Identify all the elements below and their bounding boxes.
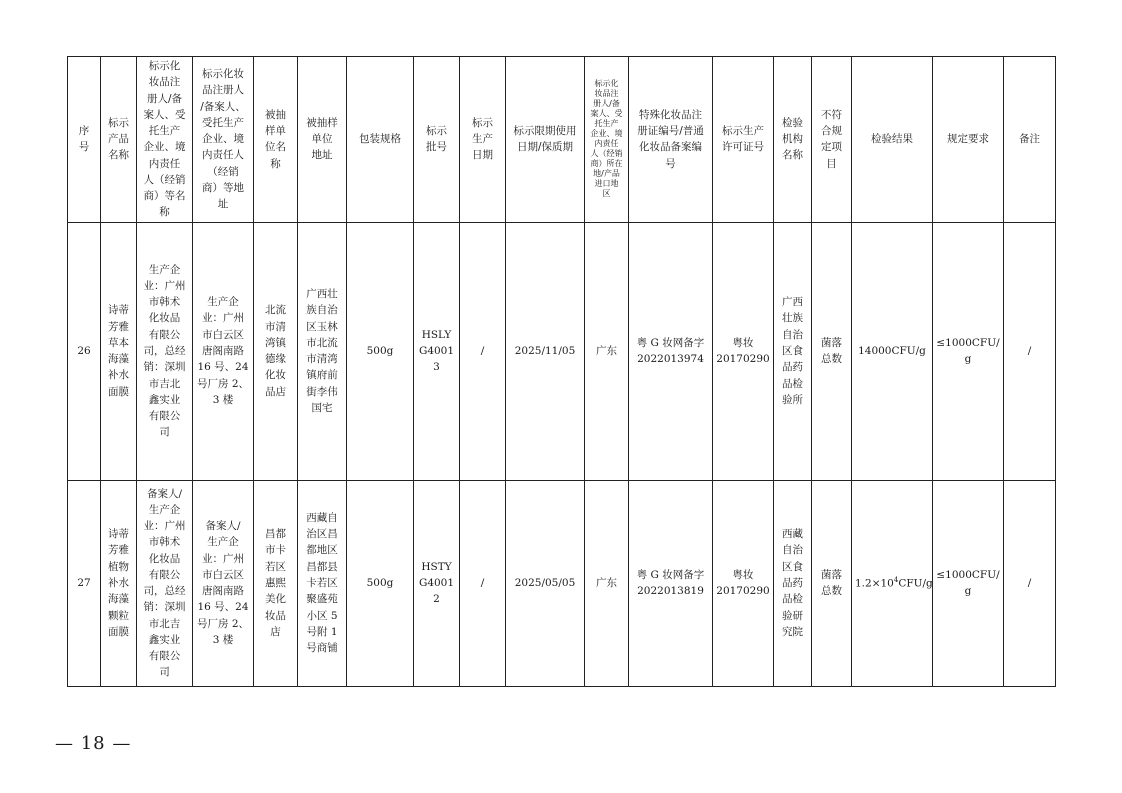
header-cell: 标示 批号 bbox=[414, 57, 460, 223]
table-cell: 生产企 业：广州 市韩术 化妆品 有限公 司，总经 销：深圳 市吉北 鑫实业 有限公 司 bbox=[137, 222, 193, 480]
result-exponent: 4 bbox=[893, 575, 899, 584]
table-cell: 备案人/ 生产企 业：广州 市韩术 化妆品 有限公 司，总经 销：深圳 市北吉 鑫实业 有限公 司 bbox=[137, 480, 193, 686]
table-cell: 菌落 总数 bbox=[812, 480, 852, 686]
header-cell: 被抽样 单位 地址 bbox=[298, 57, 347, 223]
table-cell: 备案人/ 生产企 业：广州 市白云区 唐阁南路 16 号、24 号厂房 2、 3 楼 bbox=[193, 480, 254, 686]
header-cell: 标示化 妆品注 册人/备 案人、受 托生产 企业、境 内责任 人（经销 商）所在 地/产品 进口地 区 bbox=[585, 57, 629, 223]
table-cell: 14000CFU/g bbox=[852, 222, 933, 480]
header-cell: 标示化 妆品注 册人/备 案人、受 托生产 企业、境 内责任 人（经销 商）等名 称 bbox=[137, 57, 193, 223]
table-cell: 粤 G 妆网备字 2022013819 bbox=[629, 480, 713, 686]
table-cell: 500g bbox=[347, 480, 414, 686]
table-row bbox=[68, 480, 1056, 686]
table-cell: 广西 壮族 自治 区食 品药 品检 验所 bbox=[774, 222, 812, 480]
table-cell: 广西壮 族自治 区玉林 市北流 市清湾 镇府前 街李伟 国宅 bbox=[298, 222, 347, 480]
inspection-results-table bbox=[67, 56, 1056, 687]
table-cell: 西藏自 治区昌 都地区 昌都县 卡若区 聚盛苑 小区 5 号附 1 号商铺 bbox=[298, 480, 347, 686]
table-cell: ≤1000CFU/g bbox=[933, 480, 1004, 686]
table-cell: / bbox=[1004, 222, 1056, 480]
table-cell: 诗蒂 芳雅 植物 补水 海藻 颗粒 面膜 bbox=[101, 480, 137, 686]
table-cell: 粤妆 20170290 bbox=[713, 222, 774, 480]
table-cell: 广东 bbox=[585, 480, 629, 686]
table-cell: 26 bbox=[68, 222, 101, 480]
header-cell: 标示化妆 品注册人 /备案人、 受托生产 企业、境 内责任人 （经销 商）等地 址 bbox=[193, 57, 254, 223]
table-cell: 昌都 市卡 若区 惠熙 美化 妆品 店 bbox=[254, 480, 298, 686]
table-cell: 27 bbox=[68, 480, 101, 686]
header-cell: 序 号 bbox=[68, 57, 101, 223]
table-cell: 西藏 自治 区食 品药 品检 验研 究院 bbox=[774, 480, 812, 686]
result-base: 1.2×10 bbox=[855, 577, 894, 590]
table-cell: 粤妆 20170290 bbox=[713, 480, 774, 686]
table-cell: 菌落 总数 bbox=[812, 222, 852, 480]
page-number: — 18 — bbox=[55, 733, 132, 754]
table-cell: / bbox=[460, 480, 506, 686]
table-cell: 2025/05/05 bbox=[506, 480, 585, 686]
header-cell: 检验结果 bbox=[852, 57, 933, 223]
table-cell: ≤1000CFU/g bbox=[933, 222, 1004, 480]
table-header-row bbox=[68, 57, 1056, 223]
header-cell: 检验 机构 名称 bbox=[774, 57, 812, 223]
table-cell: 生产企 业：广州 市白云区 唐阁南路 16 号、24 号厂房 2、 3 楼 bbox=[193, 222, 254, 480]
table-row bbox=[68, 222, 1056, 480]
header-cell: 标示生产 许可证号 bbox=[713, 57, 774, 223]
header-cell: 标示 产品 名称 bbox=[101, 57, 137, 223]
table-cell: / bbox=[460, 222, 506, 480]
header-cell: 特殊化妆品注 册证编号/普通 化妆品备案编 号 bbox=[629, 57, 713, 223]
header-cell: 规定要求 bbox=[933, 57, 1004, 223]
table-cell: 广东 bbox=[585, 222, 629, 480]
table-cell: 500g bbox=[347, 222, 414, 480]
table-cell: 2025/11/05 bbox=[506, 222, 585, 480]
header-cell: 标示 生产 日期 bbox=[460, 57, 506, 223]
header-cell: 备注 bbox=[1004, 57, 1056, 223]
table-cell: 粤 G 妆网备字 2022013974 bbox=[629, 222, 713, 480]
table-cell: 诗蒂 芳雅 草本 海藻 补水 面膜 bbox=[101, 222, 137, 480]
table-cell: HSLY G4001 3 bbox=[414, 222, 460, 480]
header-cell: 标示限期使用 日期/保质期 bbox=[506, 57, 585, 223]
table-cell bbox=[852, 480, 933, 686]
table-cell: / bbox=[1004, 480, 1056, 686]
header-cell: 不符 合规 定项 目 bbox=[812, 57, 852, 223]
result-unit: CFU/g bbox=[898, 577, 933, 590]
header-cell: 包装规格 bbox=[347, 57, 414, 223]
table-cell: HSTY G4001 2 bbox=[414, 480, 460, 686]
table-cell: 北流 市清 湾镇 德缘 化妆 品店 bbox=[254, 222, 298, 480]
header-cell: 被抽 样单 位名 称 bbox=[254, 57, 298, 223]
